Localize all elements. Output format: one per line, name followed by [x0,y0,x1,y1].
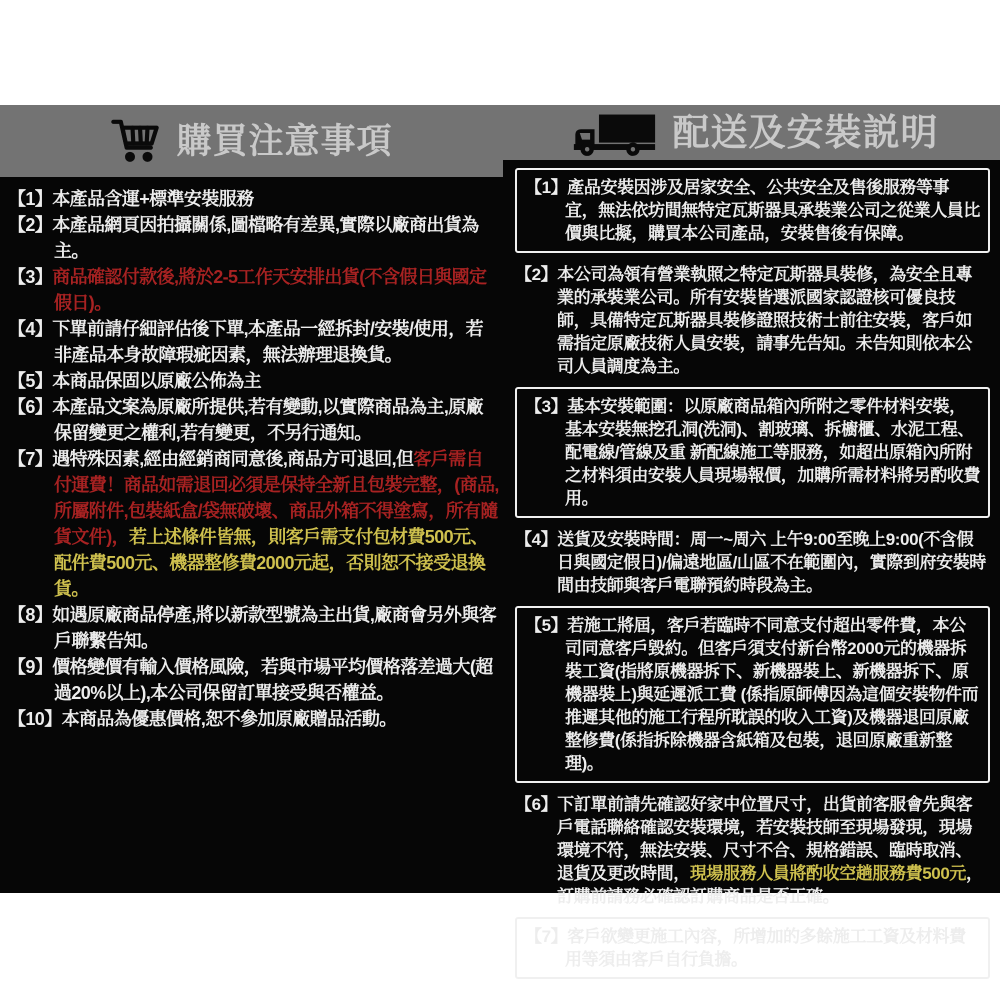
item-number: 【4】 [515,530,558,549]
purchase-notes-banner [0,105,503,177]
item-text-segment: 遇特殊因素,經由經銷商同意後,商品方可退回,但 [52,449,414,469]
notice-item [8,368,499,394]
item-number: 【2】 [515,265,558,284]
delivery-install-panel [503,105,1000,969]
item-text-segment: 下單前請仔細評估後下單,本產品一經拆封/安裝/使用，若非產品本身故障瑕疵因素，無法辦理退換貨。 [52,319,484,365]
item-text-segment: 本公司為領有營業執照之特定瓦斯器具裝修，為安全且專業的承裝業公司。所有安裝皆選派國家認證核可優良技師，具備特定瓦斯器具裝修證照技術士前往安裝，客戶如需指定原廠技術人員安裝，請事先告知。未告知則依本公司人員調度為主。 [557,265,973,376]
notice-item [515,168,990,253]
purchase-notes-panel [0,105,503,893]
item-number: 【6】 [515,795,558,814]
item-number: 【4】 [8,319,53,339]
notice-columns [0,105,1000,969]
cart-icon [110,116,160,166]
notice-item [8,394,499,446]
item-text-segment: 本產品含運+標準安裝服務 [52,189,254,209]
notice-item [8,706,499,732]
item-number: 【5】 [525,616,568,635]
delivery-install-title: 配送及安裝説明 [672,112,939,153]
item-text-segment: 現場服務人員將酌收空趟服務費500元 [689,864,966,883]
item-text-segment: 本產品文案為原廠所提供,若有變動,以實際商品為主,原廠保留變更之權利,若有變更，不另行通知。 [52,397,484,443]
item-number: 【3】 [525,397,568,416]
notice-item [8,654,499,706]
item-text-segment: 產品安裝因涉及居家安全、公共安全及售後服務等事宜，無法依坊間無特定瓦斯器具承裝業公司之從業人員比價與比擬，購買本公司產品，安裝售後有保障。 [565,178,980,243]
notice-item [515,606,990,783]
item-text-segment: 下訂單前請先確認好家中位置尺寸，出貨前客服會先與客戶電話聯絡確認安裝環境，若安裝技師至現場發現，現場環境不符，無法安裝、尺寸不合、規格錯誤、臨時取消、退貨及更改時間， [557,795,973,883]
item-number: 【10】 [8,709,62,729]
notice-item [515,528,988,597]
item-text-segment: 本商品為優惠價格,恕不參加原廠贈品活動。 [61,709,397,729]
item-number: 【6】 [8,397,53,417]
delivery-install-list [503,160,1000,979]
delivery-install-banner [503,105,1000,160]
item-number: 【9】 [8,657,53,677]
item-number: 【1】 [525,178,568,197]
notice-item [8,264,499,316]
item-text-segment: 若施工將屆，客戶若臨時不同意支付超出零件費，本公司同意客戶毀約。但客戶須支付新台幣2000元的機器拆裝工資(指將原機器拆下、新機器裝上、新機器拆下、原機器裝上)與延遲派工費 (係指原師傅因為這個安裝物件而推遲其他的施工行程所耽誤的收入工資)及機器退回原廠整修費(係指拆除機器含紙箱及包裝，退回原廠重新整理)。 [565,616,979,773]
item-number: 【5】 [8,371,53,391]
item-text-segment: 客戶需自付運費！商品如需退回必須是保持全新且包裝完整，(商品,所屬附件,包裝紙盒/袋無破壞、商品外箱不得塗寫，所有隨貨文件)， [54,449,499,547]
notice-item [8,602,499,654]
item-text-segment: 若上述條件皆無，則客戶需支付包材費500元、配件費500元、機器整修費2000元起，否則恕不接受退換貨。 [54,527,488,599]
notice-item [515,387,990,518]
notice-item [8,212,499,264]
item-text-segment: 基本安裝範圍：以原廠商品箱內所附之零件材料安裝，基本安裝無挖孔洞(洗洞)、割玻璃、拆櫥櫃、水泥工程、配電線/管線及重 新配線施工等服務，如超出原箱內所附之材料須由安裝人員現場報價，加購所需材料將另酌收費用。 [565,397,980,508]
item-number: 【8】 [8,605,53,625]
notice-item [8,446,499,602]
item-text-segment: 客戶欲變更施工內容，所增加的多餘施工工資及材料費用等須由客戶自行負擔。 [565,927,966,969]
item-text-segment: 商品確認付款後,將於2-5工作天安排出貨(不含假日與國定假日)。 [52,267,487,313]
notice-item [515,793,988,908]
item-text-segment: 價格變價有輸入價格風險，若與市場平均價格落差過大(超過20%以上),本公司保留訂單接受與否權益。 [52,657,493,703]
notice-item [8,316,499,368]
item-text-segment: 本產品網頁因拍攝關係,圖檔略有差異,實際以廠商出貨為主。 [52,215,479,261]
item-number: 【3】 [8,267,53,287]
item-number: 【7】 [525,927,568,946]
purchase-notes-title: 購買注意事項 [176,121,393,161]
notice-item [8,186,499,212]
purchase-notes-list [0,177,503,732]
truck-icon [565,110,661,156]
notice-item [515,263,988,378]
item-text-segment: 本商品保固以原廠公佈為主 [52,371,262,391]
item-text-segment: 如遇原廠商品停產,將以新款型號為主出貨,廠商會另外與客戶聯繫告知。 [52,605,497,651]
item-number: 【2】 [8,215,53,235]
item-text-segment: ，訂購前請務必確認訂購商品是否正確。 [557,864,983,906]
item-text-segment: 送貨及安裝時間：周一~周六 上午9:00至晚上9:00(不含假日與國定假日)/偏遠地區/山區不在範圍內，實際到府安裝時間由技師與客戶電聯預約時段為主。 [557,530,986,595]
item-number: 【1】 [8,189,53,209]
notice-item [515,917,990,979]
item-number: 【7】 [8,449,53,469]
